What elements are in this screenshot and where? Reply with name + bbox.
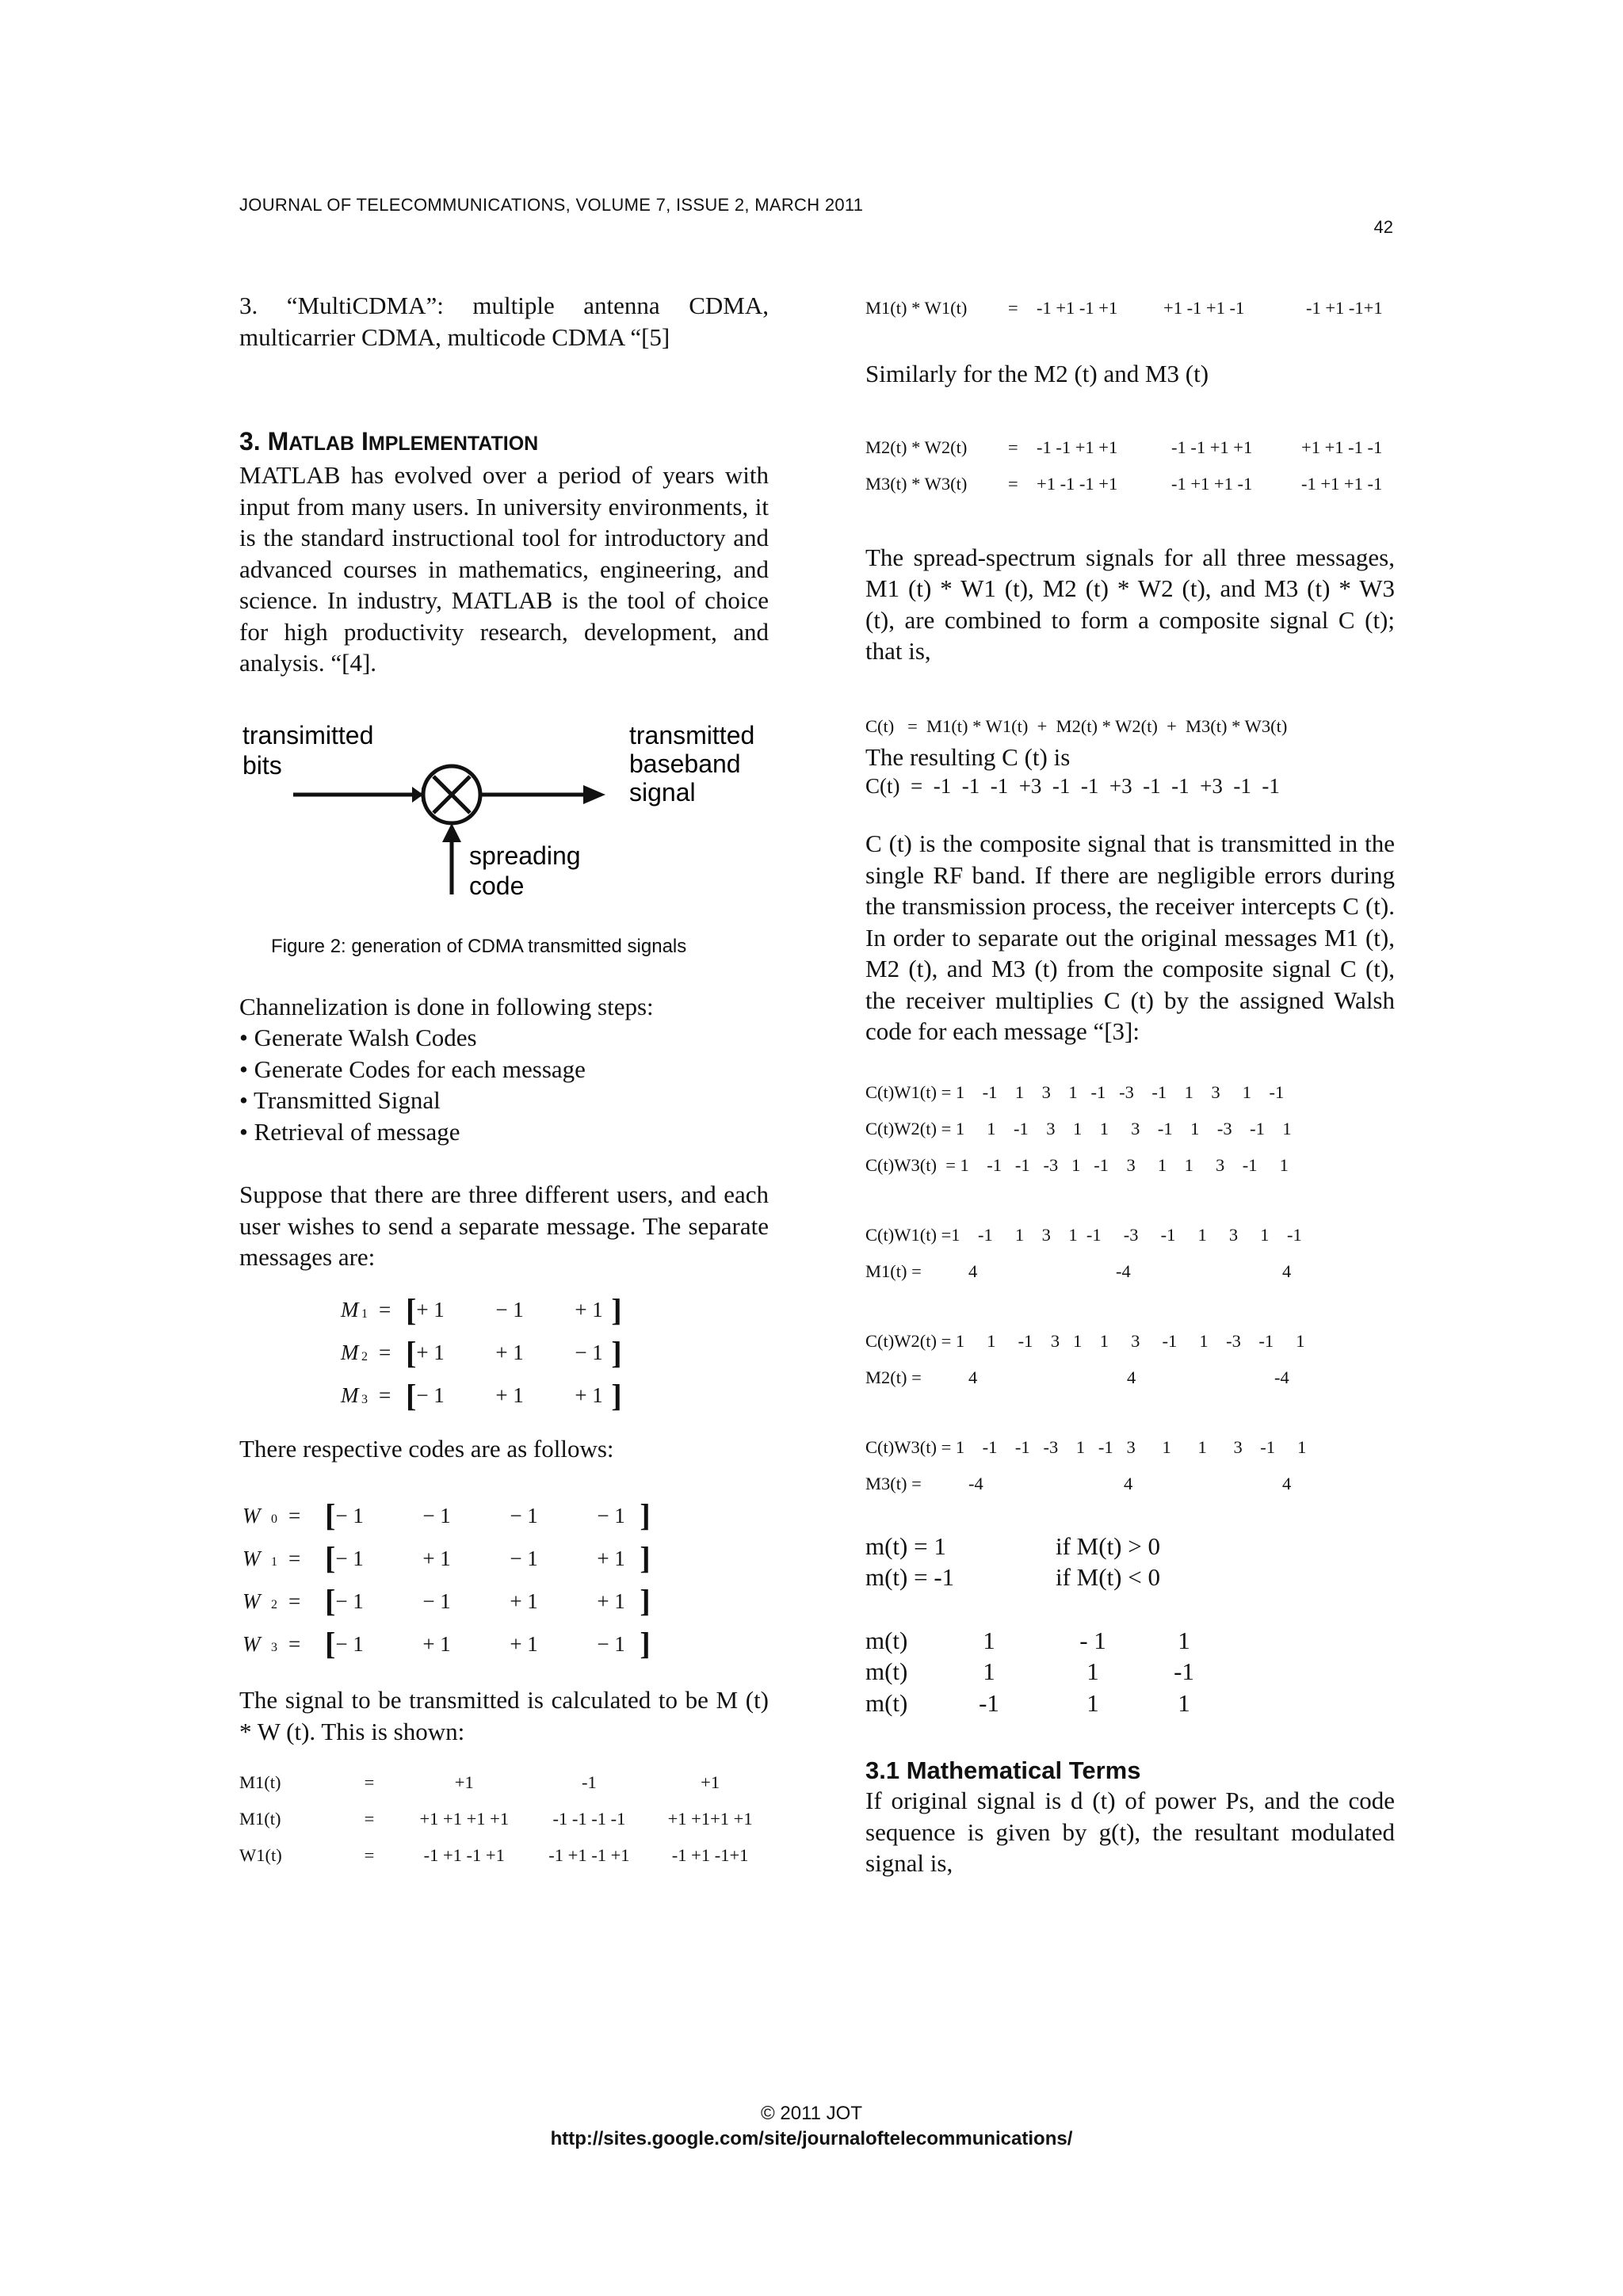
cw-row: C(t)W1(t) = 1 -1 1 3 1 -1 -3 -1 1 3 1 -1 — [865, 1081, 1285, 1102]
product-row-2: M2(t) * W2(t) = -1 -1 +1 +1 -1 -1 +1 +1 +1 +1 -1 -1 — [865, 437, 1383, 457]
block1-message: M1(t) = 4 -4 4 — [865, 1261, 1292, 1281]
code-row: W 0 = [ − 1 − 1 − 1 − 1 ] — [242, 1497, 651, 1533]
label-baseband-3: signal — [629, 777, 696, 807]
steps-intro: Channelization is done in following steps: — [239, 992, 654, 1020]
label-transmitted-bits-1: transimitted — [242, 720, 374, 749]
label-spreading-2: code — [469, 871, 525, 900]
m-row: m(t) 1 - 1 1 — [865, 1626, 1190, 1654]
m-row: m(t) -1 1 1 — [865, 1688, 1190, 1717]
messages-block — [341, 1289, 769, 1417]
resulting-label: The resulting C (t) is — [865, 742, 1071, 771]
left-column — [239, 290, 769, 1874]
steps-list — [239, 991, 769, 1148]
block1-row: C(t)W1(t) =1 -1 1 3 1 -1 -3 -1 1 3 1 -1 — [865, 1224, 1302, 1245]
block2-message: M2(t) = 4 4 -4 — [865, 1367, 1289, 1387]
m-row: m(t) 1 1 -1 — [865, 1657, 1194, 1685]
signal-paragraph: The signal to be transmitted is calculated to be M (t) * W (t). This is shown: — [239, 1686, 769, 1745]
composite-paragraph: C (t) is the composite signal that is transmitted in the single RF band. If there are negligible errors during the transmission process, the receiver intercepts C (t). In order to separate out the original messages M1 (t), M2 (t), and M3 (t) from the composite signal C (t), the receiver multiplies C (t) by the assigned Walsh code for each message “[3]: — [865, 830, 1395, 1045]
figure-2 — [239, 712, 769, 958]
codes-block — [242, 1494, 769, 1665]
similarly-text: Similarly for the M2 (t) and M3 (t) — [865, 360, 1209, 387]
signal-table — [239, 1764, 769, 1874]
spread-paragraph: The spread-spectrum signals for all three messages, M1 (t) * W1 (t), M2 (t) * W2 (t), and M3 (t) * W3 (t), are combined to form a composite signal C (t); that is, — [865, 543, 1395, 665]
step-item: • Transmitted Signal — [239, 1086, 441, 1114]
page-number: 42 — [1373, 217, 1393, 237]
composite-equation: C(t) = M1(t) * W1(t) + M2(t) * W2(t) + M3(t) * W3(t) — [865, 715, 1288, 736]
message-row: M 1 = [ + 1 − 1 + 1 ] — [341, 1291, 622, 1328]
step-item: • Generate Codes for each message — [239, 1055, 586, 1083]
code-row: W 1 = [ − 1 + 1 − 1 + 1 ] — [242, 1540, 651, 1576]
label-transmitted-bits-2: bits — [242, 750, 282, 780]
step-item: • Retrieval of message — [239, 1117, 460, 1146]
decision-rules — [865, 1531, 1395, 1593]
section-title: 3. MATLAB IMPLEMENTATION — [239, 427, 539, 456]
decision-row: m(t) = -1 if M(t) < 0 — [865, 1563, 1160, 1591]
product-row-3: M3(t) * W3(t) = +1 -1 -1 +1 -1 +1 +1 -1 -1 +1 +1 -1 — [865, 473, 1383, 494]
signal-row: M1(t) = +1 -1 +1 — [239, 1772, 720, 1792]
message-row: M 3 = [ − 1 + 1 + 1 ] — [341, 1377, 622, 1413]
signal-row: M1(t) = +1 +1 +1 +1 -1 -1 -1 -1 +1 +1+1 +1 — [239, 1809, 753, 1829]
intro-item: 3. “MultiCDMA”: multiple antenna CDMA, multicarrier CDMA, multicode CDMA “[5] — [239, 292, 769, 351]
figure-caption: Figure 2: generation of CDMA transmitted signals — [271, 935, 687, 957]
label-baseband-1: transmitted — [629, 720, 755, 749]
step-item: • Generate Walsh Codes — [239, 1024, 477, 1051]
decision-row: m(t) = 1 if M(t) > 0 — [865, 1531, 1160, 1560]
journal-header: JOURNAL OF TELECOMMUNICATIONS, VOLUME 7, ISSUE 2, MARCH 2011 — [239, 195, 864, 215]
block3-row: C(t)W3(t) = 1 -1 -1 -3 1 -1 3 1 1 3 -1 1 — [865, 1436, 1307, 1457]
resulting-equation: C(t) = -1 -1 -1 +3 -1 -1 +3 -1 -1 +3 -1 -1 — [865, 774, 1280, 798]
math-paragraph: If original signal is d (t) of power Ps, and the code sequence is given by g(t), the resultant modulated signal is, — [865, 1787, 1395, 1877]
users-paragraph: Suppose that there are three different users, and each user wishes to send a separate message. The separate messages are: — [239, 1180, 769, 1271]
footer-copyright: © 2011 JOT — [761, 2103, 862, 2124]
message-row: M 2 = [ + 1 + 1 − 1 ] — [341, 1334, 622, 1371]
section-paragraph: MATLAB has evolved over a period of years with input from many users. In university environments, it is the standard instructional tool for introductory and advanced courses in mathematics, engineering, and science. In industry, MATLAB is the tool of choice for high productivity research, development, and analysis. “[4]. — [239, 461, 769, 677]
cdma-block-diagram — [239, 712, 769, 918]
code-row: W 3 = [ − 1 + 1 + 1 − 1 ] — [242, 1626, 651, 1661]
cw-row: C(t)W3(t) = 1 -1 -1 -3 1 -1 3 1 1 3 -1 1 — [865, 1154, 1289, 1175]
m-table — [865, 1625, 1395, 1719]
subsection-title: 3.1 Mathematical Terms — [865, 1756, 1141, 1784]
block3-message: M3(t) = -4 4 4 — [865, 1473, 1292, 1493]
right-column — [865, 290, 1395, 1879]
footer-url[interactable]: http://sites.google.com/site/journaloftelecommunications/ — [550, 2128, 1073, 2149]
signal-row: W1(t) = -1 +1 -1 +1 -1 +1 -1 +1 -1 +1 -1+1 — [239, 1845, 749, 1865]
cw-row: C(t)W2(t) = 1 1 -1 3 1 1 3 -1 1 -3 -1 1 — [865, 1118, 1292, 1138]
block2-row: C(t)W2(t) = 1 1 -1 3 1 1 3 -1 1 -3 -1 1 — [865, 1330, 1305, 1351]
label-spreading-1: spreading — [469, 841, 581, 870]
label-baseband-2: baseband — [629, 749, 741, 778]
codes-intro: There respective codes are as follows: — [239, 1434, 614, 1463]
code-row: W 2 = [ − 1 − 1 + 1 + 1 ] — [242, 1583, 651, 1619]
product-row-1: M1(t) * W1(t) = -1 +1 -1 +1 +1 -1 +1 -1 -1 +1 -1+1 — [865, 298, 1383, 318]
